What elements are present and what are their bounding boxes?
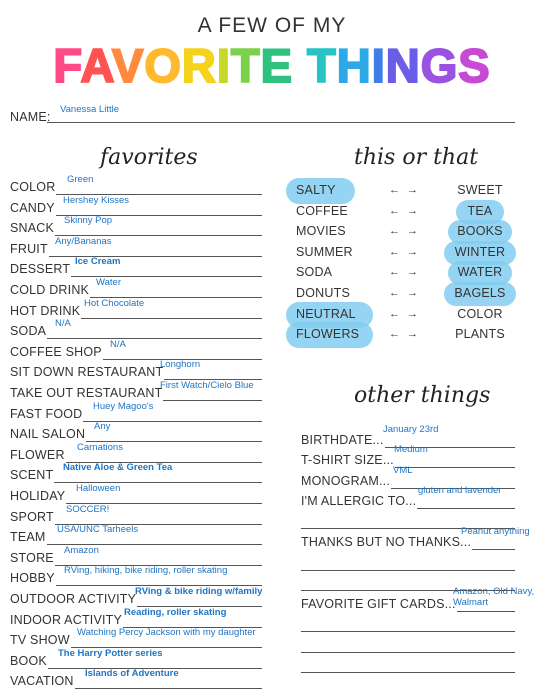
title-letter: E — [260, 39, 293, 92]
favorite-value[interactable]: First Watch/Cielo Blue — [160, 380, 254, 391]
favorite-label: NAIL SALON — [10, 427, 86, 441]
arrows-icon: ← → — [389, 328, 421, 340]
blank-line[interactable] — [301, 652, 515, 653]
option-right[interactable]: TEA — [467, 204, 493, 218]
option-left[interactable]: MOVIES — [296, 224, 346, 238]
favorite-label: STORE — [10, 551, 54, 565]
arrows-icon: ← → — [389, 287, 421, 299]
favorite-label: HOBBY — [10, 571, 55, 585]
favorite-label: HOLIDAY — [10, 489, 66, 503]
name-value[interactable]: Vanessa Little — [60, 104, 119, 115]
option-left[interactable]: SODA — [296, 265, 333, 279]
name-line — [47, 122, 515, 123]
other-line — [417, 508, 515, 509]
arrows-icon: ← → — [389, 308, 421, 320]
favorite-value[interactable]: N/A — [55, 318, 71, 329]
favorite-label: VACATION — [10, 674, 74, 688]
other-line — [457, 611, 515, 612]
other-value[interactable]: Medium — [394, 444, 428, 455]
this-or-that-heading: this or that — [354, 145, 479, 170]
arrows-icon: ← → — [389, 225, 421, 237]
option-left[interactable]: COFFEE — [296, 204, 348, 218]
favorite-value[interactable]: Native Aloe & Green Tea — [63, 462, 173, 473]
other-value[interactable]: Peanut anything — [461, 526, 530, 537]
favorite-value[interactable]: Green — [67, 174, 94, 185]
option-right[interactable]: PLANTS — [455, 327, 505, 341]
favorite-value[interactable]: Water — [96, 277, 121, 288]
title-letter: N — [385, 39, 421, 92]
title-letter — [293, 39, 307, 92]
other-label: THANKS BUT NO THANKS... — [301, 535, 472, 549]
other-line — [472, 549, 515, 550]
title-letter: I — [216, 39, 231, 92]
favorite-value[interactable]: Reading, roller skating — [124, 607, 227, 618]
title-letter: A — [80, 39, 112, 92]
arrows-icon: ← → — [389, 246, 421, 258]
option-left[interactable]: NEUTRAL — [296, 307, 356, 321]
favorite-value[interactable]: Watching Percy Jackson with my daughter — [77, 627, 256, 638]
blank-line[interactable] — [301, 570, 515, 571]
other-label: MONOGRAM... — [301, 474, 391, 488]
favorite-label: CANDY — [10, 201, 55, 215]
favorite-line — [163, 400, 262, 401]
favorite-label: TAKE OUT RESTAURANT — [10, 386, 163, 400]
favorite-label: DESSERT — [10, 262, 71, 276]
title-letter: G — [420, 39, 459, 92]
title-letter: H — [336, 39, 372, 92]
favorite-label: SNACK — [10, 221, 55, 235]
favorite-value[interactable]: Any/Bananas — [55, 236, 112, 247]
favorite-value[interactable]: Halloween — [76, 483, 121, 494]
other-value[interactable]: January 23rd — [383, 424, 439, 435]
favorite-value[interactable]: Any — [94, 421, 111, 432]
header-subtitle: A FEW OF MY — [197, 14, 347, 37]
other-value[interactable]: Amazon, Old Navy, Walmart — [453, 586, 535, 608]
title-letter: I — [371, 39, 386, 92]
favorite-label: COLOR — [10, 180, 56, 194]
favorite-label: FRUIT — [10, 242, 48, 256]
option-left[interactable]: SALTY — [296, 183, 336, 197]
favorite-label: BOOK — [10, 654, 47, 668]
option-left[interactable]: SUMMER — [296, 245, 353, 259]
favorite-value[interactable]: SOCCER! — [66, 504, 110, 515]
other-label: T-SHIRT SIZE... — [301, 453, 394, 467]
title-letter: F — [53, 39, 81, 92]
favorite-value[interactable]: Carnations — [77, 442, 123, 453]
other-label: BIRTHDATE... — [301, 433, 384, 447]
favorite-label: SIT DOWN RESTAURANT — [10, 365, 164, 379]
title-letter: T — [307, 39, 337, 92]
favorites-heading: favorites — [100, 145, 198, 170]
favorite-value[interactable]: RVing & bike riding w/family — [135, 586, 263, 597]
other-line — [395, 467, 515, 468]
favorite-value[interactable]: Islands of Adventure — [85, 668, 179, 679]
other-label: I'M ALLERGIC TO... — [301, 494, 417, 508]
option-left[interactable]: DONUTS — [296, 286, 350, 300]
title-letter: V — [111, 39, 145, 92]
other-things-heading: other things — [354, 383, 491, 408]
favorite-value[interactable]: USA/UNC Tarheels — [57, 524, 139, 535]
option-left[interactable]: FLOWERS — [296, 327, 360, 341]
favorite-label: COLD DRINK — [10, 283, 90, 297]
title-letter: R — [181, 39, 217, 92]
favorite-label: INDOOR ACTIVITY — [10, 613, 123, 627]
blank-line[interactable] — [301, 631, 515, 632]
favorite-value[interactable]: Hershey Kisses — [63, 195, 129, 206]
favorite-label: SODA — [10, 324, 47, 338]
arrows-icon: ← → — [389, 184, 421, 196]
favorite-label: COFFEE SHOP — [10, 345, 102, 359]
favorite-value[interactable]: Amazon — [64, 545, 99, 556]
arrows-icon: ← → — [389, 266, 421, 278]
favorite-value[interactable]: Skinny Pop — [64, 215, 113, 226]
option-right[interactable]: SWEET — [457, 183, 503, 197]
favorite-value[interactable]: Hot Chocolate — [84, 298, 145, 309]
name-label: NAME: — [10, 110, 51, 124]
favorite-value[interactable]: Huey Magoo's — [93, 401, 154, 412]
arrows-icon: ← → — [389, 205, 421, 217]
option-right[interactable]: BOOKS — [457, 224, 503, 238]
favorite-label: FLOWER — [10, 448, 65, 462]
favorite-line — [75, 688, 262, 689]
option-right[interactable]: WATER — [457, 265, 503, 279]
favorite-label: SCENT — [10, 468, 54, 482]
title-letter: S — [458, 39, 491, 92]
favorite-value[interactable]: Longhorn — [160, 359, 201, 370]
title-letter: O — [144, 39, 182, 92]
other-label: FAVORITE GIFT CARDS... — [301, 597, 456, 611]
favorite-label: SPORT — [10, 510, 54, 524]
favorite-label: TEAM — [10, 530, 46, 544]
page-title — [0, 38, 544, 93]
favorite-label: OUTDOOR ACTIVITY — [10, 592, 137, 606]
blank-line[interactable] — [301, 672, 515, 673]
favorite-label: HOT DRINK — [10, 304, 81, 318]
favorite-label: TV SHOW — [10, 633, 70, 647]
favorite-value[interactable]: N/A — [110, 339, 126, 350]
option-right[interactable]: WINTER — [454, 245, 506, 259]
other-value[interactable]: gluten and lavender — [418, 485, 502, 496]
favorite-line — [47, 338, 262, 339]
favorite-label: FAST FOOD — [10, 407, 83, 421]
favorite-line — [81, 318, 262, 319]
option-right[interactable]: COLOR — [457, 307, 503, 321]
other-value[interactable]: VML — [393, 465, 413, 476]
favorite-value[interactable]: The Harry Potter series — [58, 648, 163, 659]
favorite-value[interactable]: RVing, hiking, bike riding, roller skating — [64, 565, 228, 576]
title-letter: T — [230, 39, 261, 92]
option-right[interactable]: BAGELS — [454, 286, 506, 300]
favorite-value[interactable]: Ice Cream — [75, 256, 121, 267]
